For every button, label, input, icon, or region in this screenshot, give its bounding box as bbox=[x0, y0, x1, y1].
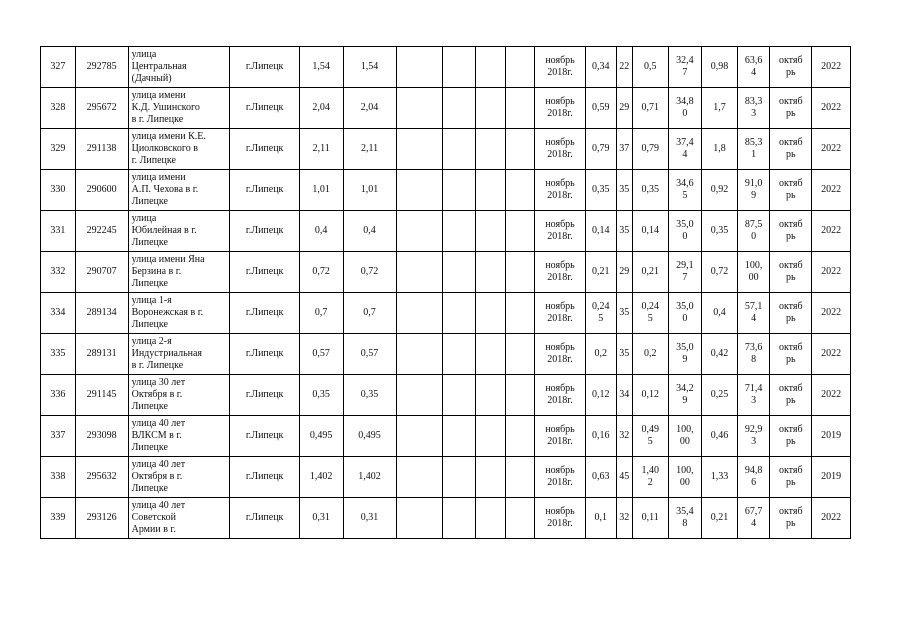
cell-v2: 35 bbox=[616, 211, 632, 252]
table-row bbox=[41, 416, 851, 457]
empty-cell bbox=[443, 375, 476, 416]
empty-cell bbox=[443, 129, 476, 170]
cell-m2: октяб рь bbox=[770, 334, 812, 375]
table-row bbox=[41, 293, 851, 334]
cell-n: 327 bbox=[41, 47, 76, 88]
cell-len1: 1,54 bbox=[299, 47, 343, 88]
cell-v3: 0,79 bbox=[632, 129, 668, 170]
cell-year: 2022 bbox=[812, 498, 851, 539]
cell-v1: 0,1 bbox=[586, 498, 617, 539]
empty-cell bbox=[443, 416, 476, 457]
cell-month: ноябрь 2018г. bbox=[535, 375, 586, 416]
cell-v6: 73,6 8 bbox=[737, 334, 770, 375]
empty-cell bbox=[475, 293, 505, 334]
cell-code: 292245 bbox=[75, 211, 128, 252]
cell-n: 330 bbox=[41, 170, 76, 211]
cell-m2: октяб рь bbox=[770, 170, 812, 211]
empty-cell bbox=[396, 293, 443, 334]
cell-len1: 1,402 bbox=[299, 457, 343, 498]
empty-cell bbox=[475, 129, 505, 170]
cell-street: улица Юбилейная в г. Липецке bbox=[128, 211, 230, 252]
cell-len2: 2,04 bbox=[343, 88, 396, 129]
cell-m2: октяб рь bbox=[770, 457, 812, 498]
cell-v1: 0,63 bbox=[586, 457, 617, 498]
cell-code: 292785 bbox=[75, 47, 128, 88]
cell-city: г.Липецк bbox=[230, 416, 299, 457]
empty-cell bbox=[443, 170, 476, 211]
cell-v2: 37 bbox=[616, 129, 632, 170]
cell-month: ноябрь 2018г. bbox=[535, 170, 586, 211]
empty-cell bbox=[443, 88, 476, 129]
cell-city: г.Липецк bbox=[230, 293, 299, 334]
cell-len1: 0,4 bbox=[299, 211, 343, 252]
table-row bbox=[41, 88, 851, 129]
cell-v5: 0,46 bbox=[702, 416, 738, 457]
cell-v5: 1,8 bbox=[702, 129, 738, 170]
cell-v5: 1,33 bbox=[702, 457, 738, 498]
cell-v3: 0,49 5 bbox=[632, 416, 668, 457]
cell-v2: 22 bbox=[616, 47, 632, 88]
cell-v1: 0,16 bbox=[586, 416, 617, 457]
cell-year: 2022 bbox=[812, 252, 851, 293]
cell-month: ноябрь 2018г. bbox=[535, 88, 586, 129]
empty-cell bbox=[505, 334, 535, 375]
cell-len2: 0,495 bbox=[343, 416, 396, 457]
cell-n: 334 bbox=[41, 293, 76, 334]
table-row bbox=[41, 211, 851, 252]
table-row bbox=[41, 170, 851, 211]
cell-n: 336 bbox=[41, 375, 76, 416]
cell-street: улица 40 лет Советской Армии в г. bbox=[128, 498, 230, 539]
cell-len2: 0,31 bbox=[343, 498, 396, 539]
cell-month: ноябрь 2018г. bbox=[535, 47, 586, 88]
cell-street: улица имени К.Е. Циолковского в г. Липецке bbox=[128, 129, 230, 170]
empty-cell bbox=[396, 375, 443, 416]
cell-v1: 0,21 bbox=[586, 252, 617, 293]
empty-cell bbox=[443, 211, 476, 252]
empty-cell bbox=[475, 47, 505, 88]
cell-len1: 0,31 bbox=[299, 498, 343, 539]
cell-v6: 63,6 4 bbox=[737, 47, 770, 88]
cell-code: 293126 bbox=[75, 498, 128, 539]
cell-v1: 0,12 bbox=[586, 375, 617, 416]
cell-code: 289134 bbox=[75, 293, 128, 334]
cell-city: г.Липецк bbox=[230, 211, 299, 252]
cell-v6: 94,8 6 bbox=[737, 457, 770, 498]
empty-cell bbox=[505, 170, 535, 211]
empty-cell bbox=[505, 375, 535, 416]
cell-year: 2022 bbox=[812, 293, 851, 334]
cell-v4: 34,6 5 bbox=[668, 170, 702, 211]
cell-v5: 0,72 bbox=[702, 252, 738, 293]
empty-cell bbox=[443, 498, 476, 539]
cell-v5: 0,35 bbox=[702, 211, 738, 252]
cell-v1: 0,24 5 bbox=[586, 293, 617, 334]
cell-v5: 0,42 bbox=[702, 334, 738, 375]
cell-year: 2019 bbox=[812, 416, 851, 457]
cell-street: улица 30 лет Октября в г. Липецке bbox=[128, 375, 230, 416]
empty-cell bbox=[475, 211, 505, 252]
cell-len2: 0,35 bbox=[343, 375, 396, 416]
cell-v4: 35,4 8 bbox=[668, 498, 702, 539]
cell-month: ноябрь 2018г. bbox=[535, 334, 586, 375]
empty-cell bbox=[475, 88, 505, 129]
cell-year: 2022 bbox=[812, 211, 851, 252]
empty-cell bbox=[443, 47, 476, 88]
cell-code: 293098 bbox=[75, 416, 128, 457]
cell-v2: 32 bbox=[616, 416, 632, 457]
cell-len1: 0,7 bbox=[299, 293, 343, 334]
cell-month: ноябрь 2018г. bbox=[535, 457, 586, 498]
cell-v6: 87,5 0 bbox=[737, 211, 770, 252]
cell-v5: 0,25 bbox=[702, 375, 738, 416]
cell-v6: 91,0 9 bbox=[737, 170, 770, 211]
cell-city: г.Липецк bbox=[230, 47, 299, 88]
cell-month: ноябрь 2018г. bbox=[535, 498, 586, 539]
cell-v6: 67,7 4 bbox=[737, 498, 770, 539]
cell-len2: 1,01 bbox=[343, 170, 396, 211]
empty-cell bbox=[475, 170, 505, 211]
empty-cell bbox=[505, 498, 535, 539]
cell-street: улица Центральная (Дачный) bbox=[128, 47, 230, 88]
cell-m2: октяб рь bbox=[770, 375, 812, 416]
empty-cell bbox=[396, 252, 443, 293]
empty-cell bbox=[505, 457, 535, 498]
cell-n: 335 bbox=[41, 334, 76, 375]
cell-v1: 0,35 bbox=[586, 170, 617, 211]
empty-cell bbox=[396, 170, 443, 211]
cell-v1: 0,14 bbox=[586, 211, 617, 252]
cell-len1: 0,72 bbox=[299, 252, 343, 293]
empty-cell bbox=[475, 457, 505, 498]
cell-m2: октяб рь bbox=[770, 498, 812, 539]
cell-v1: 0,59 bbox=[586, 88, 617, 129]
cell-year: 2022 bbox=[812, 334, 851, 375]
empty-cell bbox=[396, 457, 443, 498]
cell-v5: 0,21 bbox=[702, 498, 738, 539]
cell-street: улица 40 лет Октября в г. Липецке bbox=[128, 457, 230, 498]
empty-cell bbox=[475, 334, 505, 375]
empty-cell bbox=[443, 334, 476, 375]
cell-v2: 29 bbox=[616, 252, 632, 293]
cell-code: 295632 bbox=[75, 457, 128, 498]
empty-cell bbox=[396, 47, 443, 88]
cell-v3: 0,5 bbox=[632, 47, 668, 88]
empty-cell bbox=[475, 498, 505, 539]
cell-month: ноябрь 2018г. bbox=[535, 211, 586, 252]
cell-year: 2022 bbox=[812, 47, 851, 88]
cell-month: ноябрь 2018г. bbox=[535, 252, 586, 293]
cell-city: г.Липецк bbox=[230, 498, 299, 539]
cell-len1: 0,495 bbox=[299, 416, 343, 457]
cell-city: г.Липецк bbox=[230, 129, 299, 170]
cell-len1: 0,57 bbox=[299, 334, 343, 375]
cell-v1: 0,2 bbox=[586, 334, 617, 375]
empty-cell bbox=[396, 211, 443, 252]
cell-city: г.Липецк bbox=[230, 170, 299, 211]
cell-year: 2022 bbox=[812, 129, 851, 170]
cell-v3: 0,11 bbox=[632, 498, 668, 539]
cell-v3: 0,14 bbox=[632, 211, 668, 252]
cell-street: улица имени А.П. Чехова в г. Липецке bbox=[128, 170, 230, 211]
empty-cell bbox=[396, 416, 443, 457]
cell-v2: 35 bbox=[616, 334, 632, 375]
empty-cell bbox=[505, 416, 535, 457]
cell-v4: 35,0 0 bbox=[668, 293, 702, 334]
cell-v4: 32,4 7 bbox=[668, 47, 702, 88]
cell-len2: 0,72 bbox=[343, 252, 396, 293]
cell-street: улица имени Яна Берзина в г. Липецке bbox=[128, 252, 230, 293]
cell-year: 2019 bbox=[812, 457, 851, 498]
empty-cell bbox=[505, 129, 535, 170]
empty-cell bbox=[475, 375, 505, 416]
roads-table bbox=[40, 46, 851, 539]
cell-code: 291138 bbox=[75, 129, 128, 170]
cell-m2: октяб рь bbox=[770, 416, 812, 457]
cell-v4: 34,2 9 bbox=[668, 375, 702, 416]
cell-m2: октяб рь bbox=[770, 293, 812, 334]
cell-len1: 0,35 bbox=[299, 375, 343, 416]
cell-v3: 0,2 bbox=[632, 334, 668, 375]
table-row bbox=[41, 129, 851, 170]
cell-v2: 35 bbox=[616, 170, 632, 211]
cell-v4: 35,0 0 bbox=[668, 211, 702, 252]
cell-month: ноябрь 2018г. bbox=[535, 293, 586, 334]
cell-n: 337 bbox=[41, 416, 76, 457]
cell-v2: 45 bbox=[616, 457, 632, 498]
cell-v4: 100, 00 bbox=[668, 457, 702, 498]
cell-len2: 0,57 bbox=[343, 334, 396, 375]
cell-v2: 29 bbox=[616, 88, 632, 129]
cell-n: 332 bbox=[41, 252, 76, 293]
cell-v3: 0,12 bbox=[632, 375, 668, 416]
cell-v4: 34,8 0 bbox=[668, 88, 702, 129]
table-row bbox=[41, 334, 851, 375]
cell-v4: 100, 00 bbox=[668, 416, 702, 457]
cell-len2: 1,402 bbox=[343, 457, 396, 498]
cell-v2: 34 bbox=[616, 375, 632, 416]
cell-v3: 0,71 bbox=[632, 88, 668, 129]
cell-street: улица 1-я Воронежская в г. Липецке bbox=[128, 293, 230, 334]
cell-len2: 0,7 bbox=[343, 293, 396, 334]
cell-v5: 1,7 bbox=[702, 88, 738, 129]
empty-cell bbox=[505, 252, 535, 293]
cell-street: улица 40 лет ВЛКСМ в г. Липецке bbox=[128, 416, 230, 457]
cell-v1: 0,79 bbox=[586, 129, 617, 170]
cell-v5: 0,98 bbox=[702, 47, 738, 88]
cell-m2: октяб рь bbox=[770, 47, 812, 88]
cell-year: 2022 bbox=[812, 170, 851, 211]
empty-cell bbox=[475, 252, 505, 293]
cell-n: 338 bbox=[41, 457, 76, 498]
cell-n: 329 bbox=[41, 129, 76, 170]
cell-month: ноябрь 2018г. bbox=[535, 129, 586, 170]
empty-cell bbox=[443, 252, 476, 293]
cell-city: г.Липецк bbox=[230, 334, 299, 375]
cell-v4: 37,4 4 bbox=[668, 129, 702, 170]
cell-street: улица имени К.Д. Ушинского в г. Липецке bbox=[128, 88, 230, 129]
table-row bbox=[41, 252, 851, 293]
empty-cell bbox=[396, 129, 443, 170]
cell-len2: 0,4 bbox=[343, 211, 396, 252]
cell-m2: октяб рь bbox=[770, 88, 812, 129]
cell-v3: 1,40 2 bbox=[632, 457, 668, 498]
cell-code: 289131 bbox=[75, 334, 128, 375]
cell-len1: 2,04 bbox=[299, 88, 343, 129]
empty-cell bbox=[443, 457, 476, 498]
cell-v3: 0,24 5 bbox=[632, 293, 668, 334]
empty-cell bbox=[505, 293, 535, 334]
cell-n: 328 bbox=[41, 88, 76, 129]
cell-n: 331 bbox=[41, 211, 76, 252]
cell-street: улица 2-я Индустриальная в г. Липецке bbox=[128, 334, 230, 375]
empty-cell bbox=[396, 498, 443, 539]
cell-m2: октяб рь bbox=[770, 211, 812, 252]
cell-city: г.Липецк bbox=[230, 88, 299, 129]
cell-len1: 1,01 bbox=[299, 170, 343, 211]
cell-year: 2022 bbox=[812, 88, 851, 129]
cell-v6: 71,4 3 bbox=[737, 375, 770, 416]
cell-v2: 35 bbox=[616, 293, 632, 334]
cell-v4: 29,1 7 bbox=[668, 252, 702, 293]
empty-cell bbox=[505, 211, 535, 252]
empty-cell bbox=[443, 293, 476, 334]
empty-cell bbox=[505, 88, 535, 129]
cell-city: г.Липецк bbox=[230, 252, 299, 293]
cell-len1: 2,11 bbox=[299, 129, 343, 170]
table-row bbox=[41, 457, 851, 498]
cell-v6: 85,3 1 bbox=[737, 129, 770, 170]
cell-year: 2022 bbox=[812, 375, 851, 416]
cell-m2: октяб рь bbox=[770, 129, 812, 170]
cell-city: г.Липецк bbox=[230, 375, 299, 416]
empty-cell bbox=[475, 416, 505, 457]
cell-v6: 57,1 4 bbox=[737, 293, 770, 334]
cell-v3: 0,35 bbox=[632, 170, 668, 211]
cell-v6: 92,9 3 bbox=[737, 416, 770, 457]
cell-month: ноябрь 2018г. bbox=[535, 416, 586, 457]
cell-code: 290600 bbox=[75, 170, 128, 211]
cell-code: 295672 bbox=[75, 88, 128, 129]
empty-cell bbox=[396, 88, 443, 129]
cell-v5: 0,4 bbox=[702, 293, 738, 334]
cell-v1: 0,34 bbox=[586, 47, 617, 88]
cell-v4: 35,0 9 bbox=[668, 334, 702, 375]
table-row bbox=[41, 375, 851, 416]
cell-v5: 0,92 bbox=[702, 170, 738, 211]
cell-len2: 2,11 bbox=[343, 129, 396, 170]
cell-v2: 32 bbox=[616, 498, 632, 539]
cell-v3: 0,21 bbox=[632, 252, 668, 293]
cell-n: 339 bbox=[41, 498, 76, 539]
empty-cell bbox=[505, 47, 535, 88]
cell-len2: 1,54 bbox=[343, 47, 396, 88]
table-row bbox=[41, 498, 851, 539]
cell-v6: 83,3 3 bbox=[737, 88, 770, 129]
cell-v6: 100, 00 bbox=[737, 252, 770, 293]
cell-m2: октяб рь bbox=[770, 252, 812, 293]
cell-code: 291145 bbox=[75, 375, 128, 416]
cell-code: 290707 bbox=[75, 252, 128, 293]
table-row bbox=[41, 47, 851, 88]
empty-cell bbox=[396, 334, 443, 375]
cell-city: г.Липецк bbox=[230, 457, 299, 498]
